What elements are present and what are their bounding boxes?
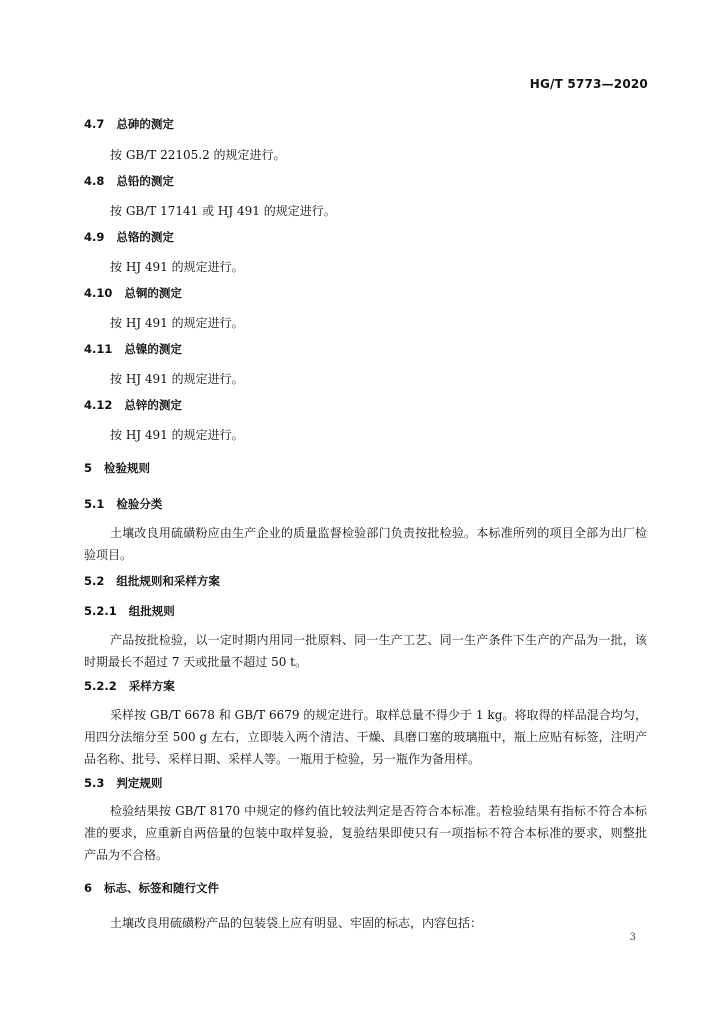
standard-number: HG/T 5773—2020	[529, 77, 648, 91]
paragraph-5-2-1: 产品按批检验，以一定时期内用同一批原料、同一生产工艺、同一生产条件下生产的产品为一批，该时期最长不超过 7 天或批量不超过 50 t。	[84, 633, 647, 669]
section-title: 总锌的测定	[124, 398, 182, 412]
paragraph-4-10: 按 HJ 491 的规定进行。	[110, 316, 244, 330]
section-number: 4.11	[84, 342, 113, 356]
section-heading-5-3	[84, 775, 162, 791]
section-title: 组批规则和采样方案	[116, 574, 220, 588]
section-heading-4-8	[84, 173, 174, 189]
paragraph-6: 土壤改良用硫磺粉产品的包装袋上应有明显、牢固的标志，内容包括：	[110, 916, 483, 930]
paragraph-5-2-2: 采样按 GB/T 6678 和 GB/T 6679 的规定进行。取样总量不得少于 1 kg。将取得的样品混合均匀，用四分法缩分至 500 g 左右，立即装入两个清洁、干燥、具磨口塞的玻璃瓶中，瓶上应贴有标签，注明产品名称、批号、采样日期、采样人等。一瓶用于检验，另一瓶作为备用样。	[84, 708, 647, 766]
paragraph-5-3: 检验结果按 GB/T 8170 中规定的修约值比较法判定是否符合本标准。若检验结果有指标不符合本标准的要求，应重新自两倍量的包装中取样复验，复验结果即使只有一项指标不符合本标准的要求，则整批产品为不合格。	[84, 804, 647, 862]
section-title: 检验规则	[104, 461, 151, 475]
section-title: 采样方案	[128, 679, 175, 693]
section-heading-4-7	[84, 116, 174, 132]
section-number: 6	[84, 881, 93, 895]
paragraph-4-9: 按 HJ 491 的规定进行。	[110, 260, 244, 274]
paragraph-4-12: 按 HJ 491 的规定进行。	[110, 428, 244, 442]
page-number: 3	[629, 932, 636, 943]
section-title: 总铬的测定	[116, 230, 174, 244]
section-title: 总镍的测定	[124, 342, 182, 356]
paragraph-5-1: 土壤改良用硫磺粉应由生产企业的质量监督检验部门负责按批检验。本标准所列的项目全部为出厂检验项目。	[84, 526, 647, 562]
section-number: 4.7	[84, 117, 105, 131]
section-title: 组批规则	[128, 604, 175, 618]
section-heading-4-12	[84, 397, 182, 413]
section-title: 判定规则	[116, 776, 163, 790]
section-heading-5-1	[84, 496, 162, 512]
section-number: 4.9	[84, 230, 105, 244]
section-heading-5-2-1	[84, 603, 175, 619]
section-title: 总铜的测定	[124, 286, 182, 300]
section-heading-4-9	[84, 229, 174, 245]
section-number: 4.8	[84, 174, 105, 188]
paragraph-4-11: 按 HJ 491 的规定进行。	[110, 372, 244, 386]
section-heading-5-2	[84, 573, 220, 589]
section-number: 5.2.2	[84, 679, 117, 693]
section-number: 5.3	[84, 776, 105, 790]
section-heading-5	[84, 460, 150, 476]
section-heading-4-10	[84, 285, 182, 301]
section-number: 4.12	[84, 398, 113, 412]
section-heading-6	[84, 880, 219, 896]
section-heading-5-2-2	[84, 678, 175, 694]
paragraph-4-7: 按 GB/T 22105.2 的规定进行。	[110, 148, 286, 162]
section-title: 总铅的测定	[116, 174, 174, 188]
section-title: 检验分类	[116, 497, 163, 511]
section-number: 4.10	[84, 286, 113, 300]
section-title: 标志、标签和随行文件	[104, 881, 220, 895]
section-number: 5.1	[84, 497, 105, 511]
section-heading-4-11	[84, 341, 182, 357]
section-number: 5.2	[84, 574, 105, 588]
paragraph-4-8: 按 GB/T 17141 或 HJ 491 的规定进行。	[110, 204, 336, 218]
section-title: 总砷的测定	[116, 117, 174, 131]
section-number: 5	[84, 461, 93, 475]
section-number: 5.2.1	[84, 604, 117, 618]
